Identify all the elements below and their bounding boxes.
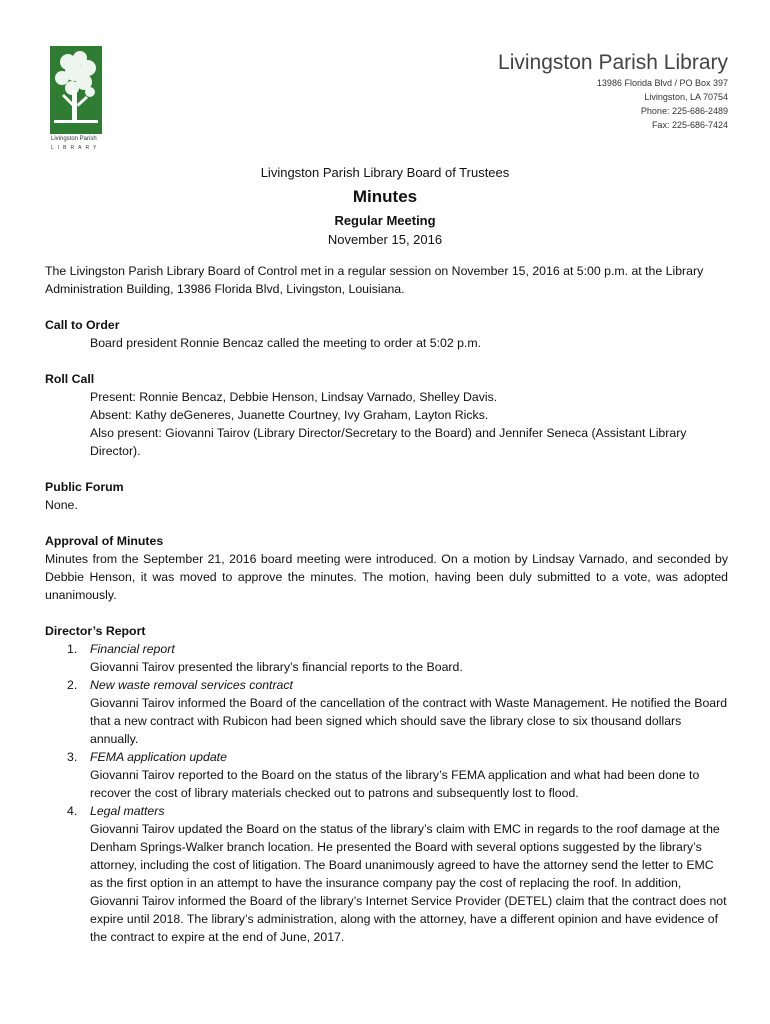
approval-heading: Approval of Minutes: [45, 534, 164, 548]
approval-text: Minutes from the September 21, 2016 board meeting were introduced. On a motion by Lindsay Varnado, and seconded by Debbie Henson, it was moved to approve the minutes. The motion, having been duly submitted to a vote, was adopted unanimously.: [45, 552, 728, 602]
minutes-body: [45, 262, 728, 946]
item-title: Financial report: [90, 642, 175, 656]
roll-call-heading: Roll Call: [45, 372, 95, 386]
item-title: Legal matters: [90, 804, 165, 818]
directors-report-list: [45, 640, 728, 946]
item-number: 2.: [67, 678, 78, 692]
meeting-date: November 15, 2016: [327, 232, 443, 247]
roll-call-also-present: Also present: Giovanni Tairov (Library Director/Secretary to the Board) and Jennifer Seneca (Assistant Library Director).: [90, 426, 687, 458]
letterhead: [498, 50, 728, 132]
library-address: 13986 Florida Blvd / PO Box 397: [596, 78, 728, 88]
public-forum-text: None.: [45, 498, 78, 512]
library-phone: Phone: 225-686-2489: [640, 106, 728, 116]
item-text: Giovanni Tairov reported to the Board on the status of the library’s FEMA application and what had been done to recover the cost of library materials checked out to patrons and subsequently lost to flood.: [90, 768, 700, 800]
directors-report-heading: Director’s Report: [45, 624, 146, 638]
item-number: 1.: [67, 642, 78, 656]
library-fax: Fax: 225-686-7424: [651, 120, 728, 130]
list-item: [45, 640, 728, 676]
logo-subtitle: LIBRARY: [51, 145, 101, 151]
item-text: Giovanni Tairov presented the library’s financial reports to the Board.: [90, 660, 463, 674]
list-item: [45, 802, 728, 946]
roll-call-absent: Absent: Kathy deGeneres, Juanette Courtney, Ivy Graham, Layton Ricks.: [90, 408, 489, 422]
intro-paragraph: The Livingston Parish Library Board of Control met in a regular session on November 15, 2016 at 5:00 p.m. at the Library Administration Building, 13986 Florida Blvd, Livingston, Louisiana.: [45, 264, 704, 296]
item-title: New waste removal services contract: [90, 678, 293, 692]
library-name: Livingston Parish Library: [498, 51, 728, 74]
roll-call-present: Present: Ronnie Bencaz, Debbie Henson, Lindsay Varnado, Shelley Davis.: [90, 390, 498, 404]
list-item: [45, 676, 728, 748]
call-to-order-text: Board president Ronnie Bencaz called the meeting to order at 5:02 p.m.: [90, 336, 482, 350]
title-block: [0, 164, 770, 249]
item-number: 4.: [67, 804, 78, 818]
board-title: Livingston Parish Library Board of Trustees: [260, 165, 510, 180]
tree-icon: [50, 46, 102, 134]
meeting-type: Regular Meeting: [334, 213, 436, 228]
item-title: FEMA application update: [90, 750, 227, 764]
item-text: Giovanni Tairov informed the Board of the cancellation of the contract with Waste Management. He notified the Board that a new contract with Rubicon had been signed which should save the library close to six thousand dollars annually.: [90, 696, 728, 746]
library-logo: [50, 46, 102, 151]
library-city: Livingston, LA 70754: [644, 92, 728, 102]
item-text: Giovanni Tairov updated the Board on the status of the library’s claim with EMC in regards to the roof damage at the Denham Springs-Walker branch location. He presented the Board with several options suggested by the library’s attorney, including the cost of litigation. The Board unanimously agreed to have the attorney send the letter to EMC as the first option in an attempt to have the insurance company pay the cost of replacing the roof. In addition, Giovanni Tairov informed the Board of the library’s Internet Service Provider (DETEL) claim that the contract does not expire until 2018. The library’s administration, along with the attorney, have a different opinion and have evidence of the contract to expire at the end of June, 2017.: [90, 822, 727, 944]
public-forum-heading: Public Forum: [45, 480, 124, 494]
list-item: [45, 748, 728, 802]
item-number: 3.: [67, 750, 78, 764]
call-to-order-heading: Call to Order: [45, 318, 120, 332]
logo-name: Livingston Parish: [51, 136, 97, 142]
document-title: Minutes: [352, 187, 418, 206]
